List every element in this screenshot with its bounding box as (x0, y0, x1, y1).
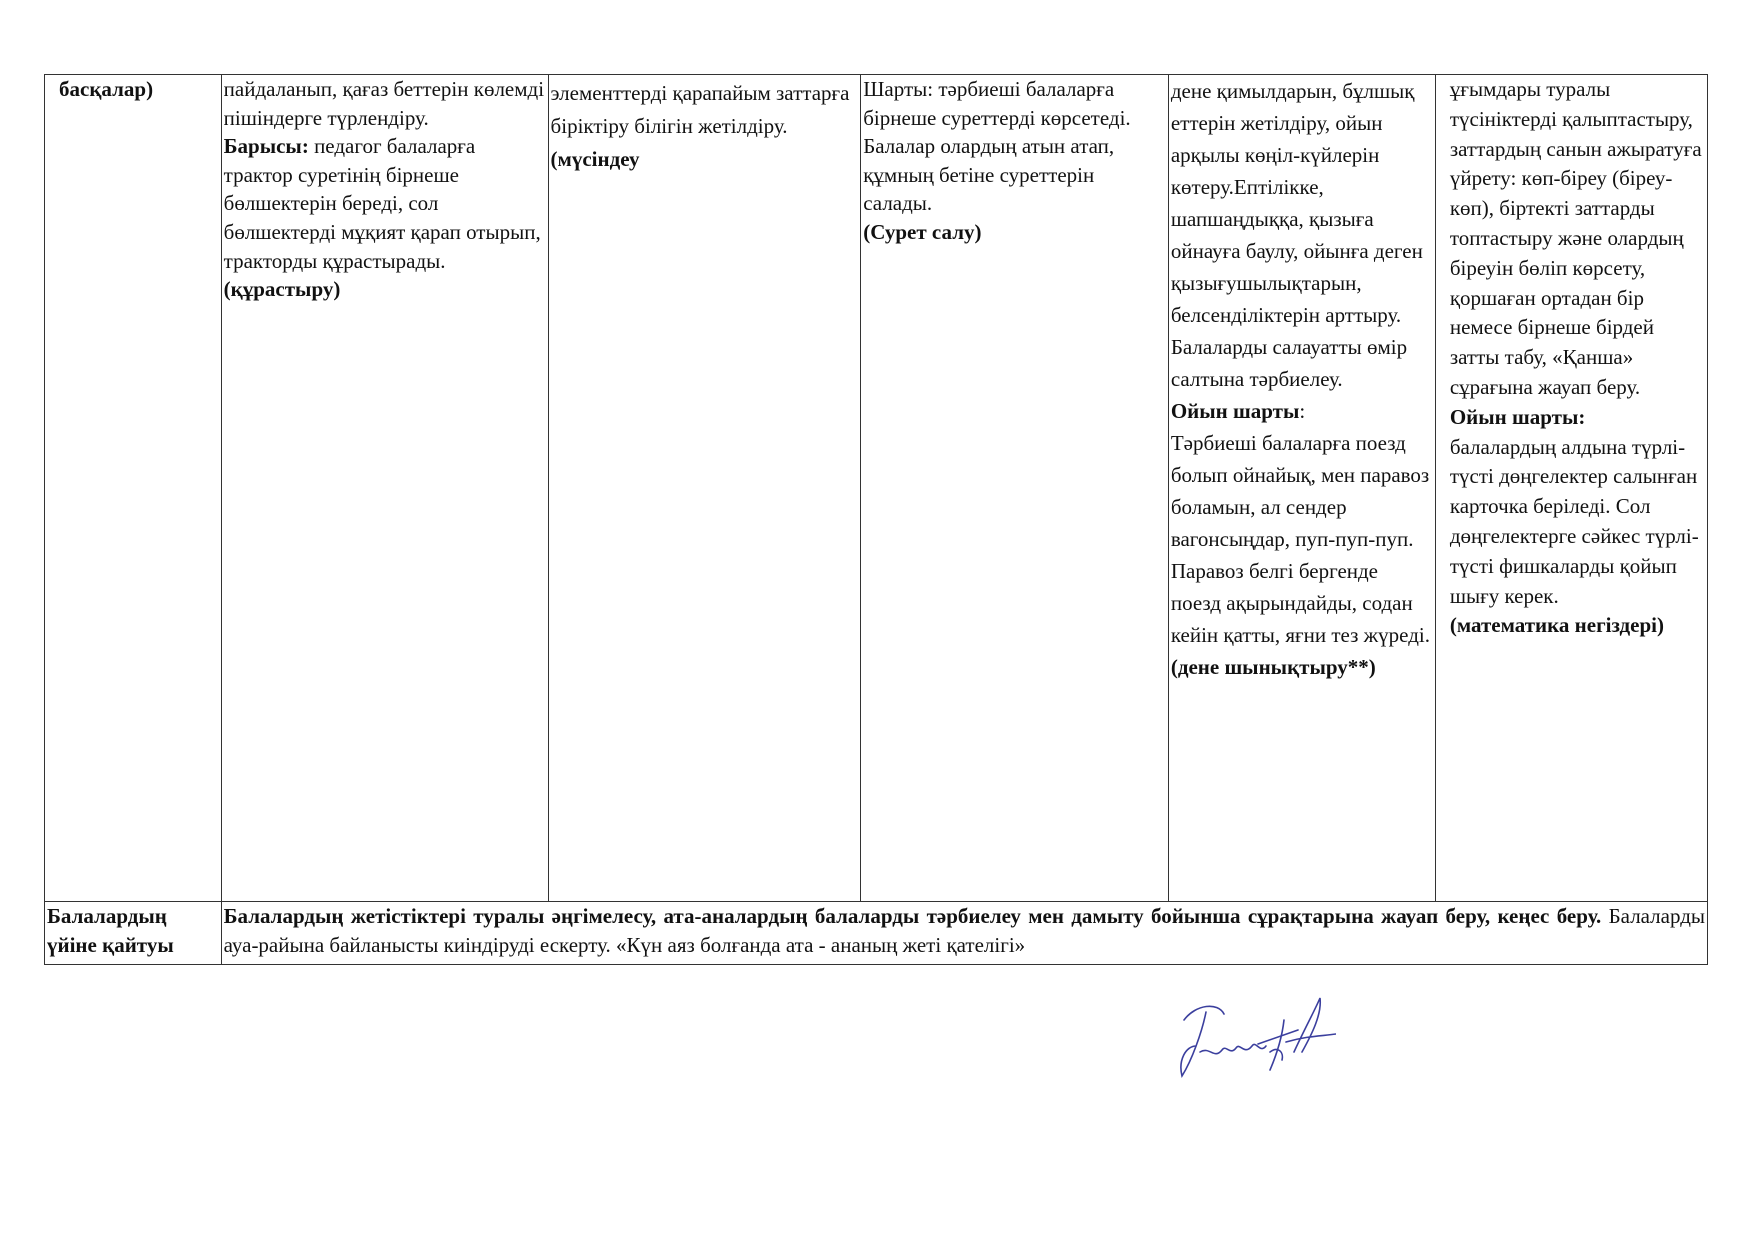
going-home-text: Балаларды ауа-райына байланысты киіндіруді ескерту. «Күн аяз болғанда ата - ананың жеті қателігі» (223, 904, 1705, 957)
plan-table (44, 74, 1708, 965)
modeling-subject: (мүсіндеу (550, 147, 640, 171)
cell-going-home (45, 902, 222, 965)
cell-drawing (861, 75, 1169, 902)
going-home-label: Балалардың үйіне қайтуы (47, 904, 174, 957)
cell-mathematics (1435, 75, 1707, 902)
construction-text: пайдаланып, қағаз беттерін көлемді пішіндерге түрлендіру. (223, 77, 545, 130)
pe-subject: (дене шынықтыру**) (1170, 655, 1376, 679)
plan-sheet (44, 74, 1708, 965)
cell-going-home-activity (221, 902, 1707, 965)
pe-text: дене қимылдарын, бұлшық еттерін жетілдіру, ойын арқылы көңіл-күйлерін көтеру.Ептілікке, шапшаңдыққа, қызыға ойнауға баулу, ойынға деген қызығушылықтарын, белсенділіктерін арттыру. Балаларды салауатты өмір салтына тәрбиелеу. (1170, 79, 1423, 391)
math-game-label: Ойын шарты: (1449, 404, 1586, 429)
cell-construction (221, 75, 548, 902)
modeling-text: элементтерді қарапайым заттарға біріктіру білігін жетілдіру. (550, 81, 850, 138)
construction-subject: (құрастыру) (223, 277, 341, 302)
pe-game-label: Ойын шарты (1170, 399, 1300, 423)
cell-modeling (548, 75, 861, 902)
signature-image (1166, 990, 1336, 1090)
construction-process-label: Барысы: (223, 134, 309, 159)
pe-colon: : (1299, 399, 1306, 423)
cell-category (45, 75, 222, 902)
math-game-text: балалардың алдына түрлі-түсті дөңгелектер салынған карточка беріледі. Сол дөңгелектерге сәйкес түрлі-түсті фишкаларды қойып шығу керек. (1449, 434, 1699, 608)
category-text: басқалар) (59, 77, 154, 101)
math-text: ұғымдары туралы түсініктерді қалыптастыру, заттардың санын ажыратуға үйрету: көп-біреу (біреу-көп), біртекті заттарды топтастыру және олардың біреуін бөліп көрсету, қоршаған ортадан бір немесе бірнеше бірдей затты табу, «Қанша» сұрағына жауап беру. (1449, 77, 1702, 399)
construction-process-text: педагог балаларға трактор суретінің бірнеше бөлшектерін береді, сол бөлшектерді мұқият қарап отырып, тракторды құрастырады. (223, 134, 541, 273)
drawing-subject: (Сурет салу) (863, 219, 982, 244)
math-subject: (математика негіздері) (1449, 613, 1664, 638)
table-row (45, 75, 1708, 902)
table-row (45, 902, 1708, 965)
drawing-text: Шарты: тәрбиеші балаларға бірнеше суреттерді көрсетеді. Балалар олардың атын атап, құмның бетіне суреттерін салады. (863, 77, 1131, 216)
cell-physical-education (1168, 75, 1435, 902)
pe-game-text: Тәрбиеші балаларға поезд болып ойнайық, мен паравоз боламын, ал сендер вагонсыңдар, пуп-пуп-пуп. Паравоз белгі бергенде поезд ақырындайды, содан кейін қатты, яғни тез жүреді. (1170, 431, 1430, 647)
going-home-bold-text: Балалардың жетістіктері туралы әңгімелесу, ата-аналардың балаларды тәрбиелеу мен дамыту бойынша сұрақтарына жауап беру, кеңес беру. (223, 904, 1602, 928)
